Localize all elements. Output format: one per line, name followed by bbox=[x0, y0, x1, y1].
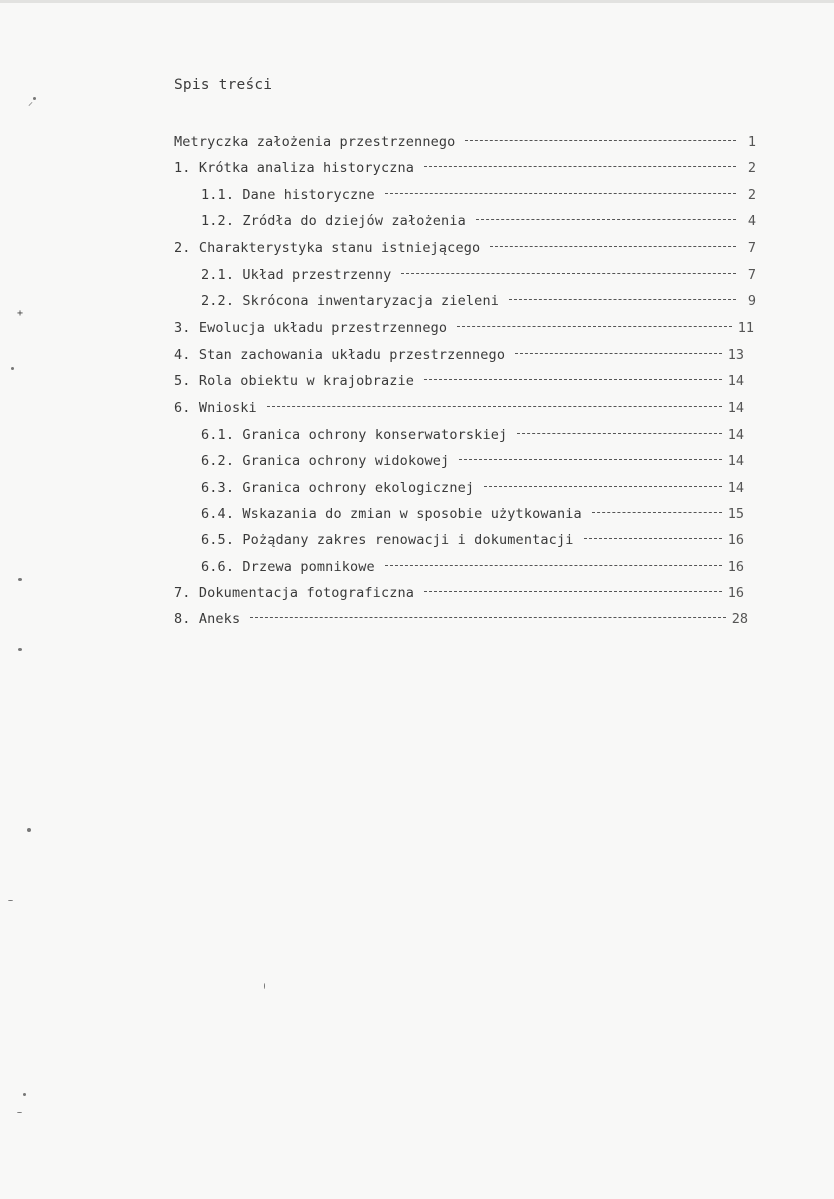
toc-entry-label: 6.2. Granica ochrony widokowej bbox=[201, 453, 450, 469]
scan-speck bbox=[8, 900, 13, 901]
scan-speck bbox=[17, 1112, 22, 1113]
toc-page-number: 9 bbox=[747, 293, 756, 309]
toc-entry-label: 8. Aneks bbox=[174, 611, 241, 627]
toc-leader bbox=[424, 583, 722, 597]
toc-entry-label: 1. Krótka analiza historyczna bbox=[174, 160, 415, 176]
toc-entry bbox=[201, 530, 744, 550]
toc-leader bbox=[424, 158, 736, 172]
toc-page-number: 2 bbox=[747, 160, 756, 176]
toc-leader bbox=[459, 451, 721, 465]
scan-speck bbox=[27, 828, 31, 832]
toc-page-number: 11 bbox=[737, 320, 754, 336]
toc-entry bbox=[174, 345, 744, 365]
toc-page-number: 16 bbox=[727, 532, 744, 548]
toc-page-number: 2 bbox=[747, 187, 756, 203]
toc-entry-label: 6.4. Wskazania do zmian w sposobie użytkowania bbox=[201, 506, 582, 522]
toc-leader bbox=[476, 211, 736, 225]
toc-entry bbox=[174, 583, 744, 603]
scan-speck bbox=[33, 97, 36, 100]
toc-entry bbox=[201, 265, 756, 285]
toc-entry-label: 6.6. Drzewa pomnikowe bbox=[201, 559, 375, 575]
toc-entry bbox=[174, 371, 744, 391]
toc-entry-label: 7. Dokumentacja fotograficzna bbox=[174, 585, 415, 601]
toc-entry bbox=[174, 158, 756, 178]
scan-speck bbox=[264, 983, 265, 989]
toc-leader bbox=[401, 265, 736, 279]
toc-entry-label: 1.1. Dane historyczne bbox=[201, 187, 375, 203]
toc-entry bbox=[174, 609, 748, 629]
toc-entry bbox=[201, 478, 744, 498]
page-title: Spis treści bbox=[174, 77, 273, 93]
scan-speck bbox=[11, 367, 14, 370]
toc-entry-label: 2. Charakterystyka stanu istniejącego bbox=[174, 240, 481, 256]
toc-page-number: 15 bbox=[727, 506, 744, 522]
toc-page-number: 13 bbox=[727, 347, 744, 363]
toc-entry bbox=[201, 291, 756, 311]
toc-leader bbox=[267, 398, 722, 412]
toc-entry-label: 6.3. Granica ochrony ekologicznej bbox=[201, 480, 475, 496]
scan-speck bbox=[18, 648, 22, 651]
toc-page-number: 28 bbox=[731, 611, 748, 627]
scan-speck bbox=[23, 1093, 26, 1096]
toc-page-number: 1 bbox=[747, 134, 756, 150]
toc-leader bbox=[465, 132, 736, 146]
toc-page-number: 7 bbox=[747, 240, 756, 256]
toc-entry bbox=[201, 425, 744, 445]
scan-speck: ⸝ bbox=[28, 97, 33, 108]
toc-leader bbox=[385, 185, 736, 199]
toc-entry-label: 2.1. Układ przestrzenny bbox=[201, 267, 392, 283]
toc-entry bbox=[201, 451, 744, 471]
toc-leader bbox=[509, 291, 736, 305]
toc-page-number: 7 bbox=[747, 267, 756, 283]
toc-leader bbox=[517, 425, 721, 439]
toc-page-number: 14 bbox=[727, 480, 744, 496]
toc-entry-label: 1.2. Zródła do dziejów założenia bbox=[201, 213, 466, 229]
toc-entry bbox=[201, 211, 756, 231]
toc-entry-label: 5. Rola obiektu w krajobrazie bbox=[174, 373, 415, 389]
toc-page-number: 16 bbox=[727, 585, 744, 601]
toc-entry-label: 4. Stan zachowania układu przestrzennego bbox=[174, 347, 506, 363]
toc-entry-label: 2.2. Skrócona inwentaryzacja zieleni bbox=[201, 293, 499, 309]
toc-leader bbox=[490, 238, 736, 252]
toc-entry bbox=[174, 238, 756, 258]
toc-entry bbox=[201, 504, 744, 524]
scan-speck bbox=[18, 578, 22, 581]
toc-leader bbox=[457, 318, 732, 332]
toc-page-number: 4 bbox=[747, 213, 756, 229]
toc-leader bbox=[584, 530, 722, 544]
toc-entry-label: 3. Ewolucja układu przestrzennego bbox=[174, 320, 448, 336]
toc-leader bbox=[424, 371, 722, 385]
toc-leader bbox=[250, 609, 726, 623]
toc-entry-label: 6.5. Pożądany zakres renowacji i dokumentacji bbox=[201, 532, 574, 548]
toc-page-number: 14 bbox=[727, 453, 744, 469]
toc-leader bbox=[515, 345, 722, 359]
toc-entry-label: 6.1. Granica ochrony konserwatorskiej bbox=[201, 427, 508, 443]
toc-entry bbox=[201, 185, 756, 205]
toc-leader bbox=[484, 478, 722, 492]
toc-leader bbox=[592, 504, 722, 518]
toc-page-number: 14 bbox=[727, 427, 744, 443]
toc-entry-label: 6. Wnioski bbox=[174, 400, 257, 416]
scan-speck: + bbox=[17, 308, 24, 319]
toc-entry bbox=[174, 132, 756, 152]
toc-entry bbox=[201, 557, 744, 577]
toc-entry-label: Metryczka założenia przestrzennego bbox=[174, 134, 456, 150]
toc-entry bbox=[174, 318, 754, 338]
toc-entry bbox=[174, 398, 744, 418]
toc-page-number: 14 bbox=[727, 373, 744, 389]
toc-leader bbox=[385, 557, 722, 571]
toc-page-number: 14 bbox=[727, 400, 744, 416]
toc-page-number: 16 bbox=[727, 559, 744, 575]
